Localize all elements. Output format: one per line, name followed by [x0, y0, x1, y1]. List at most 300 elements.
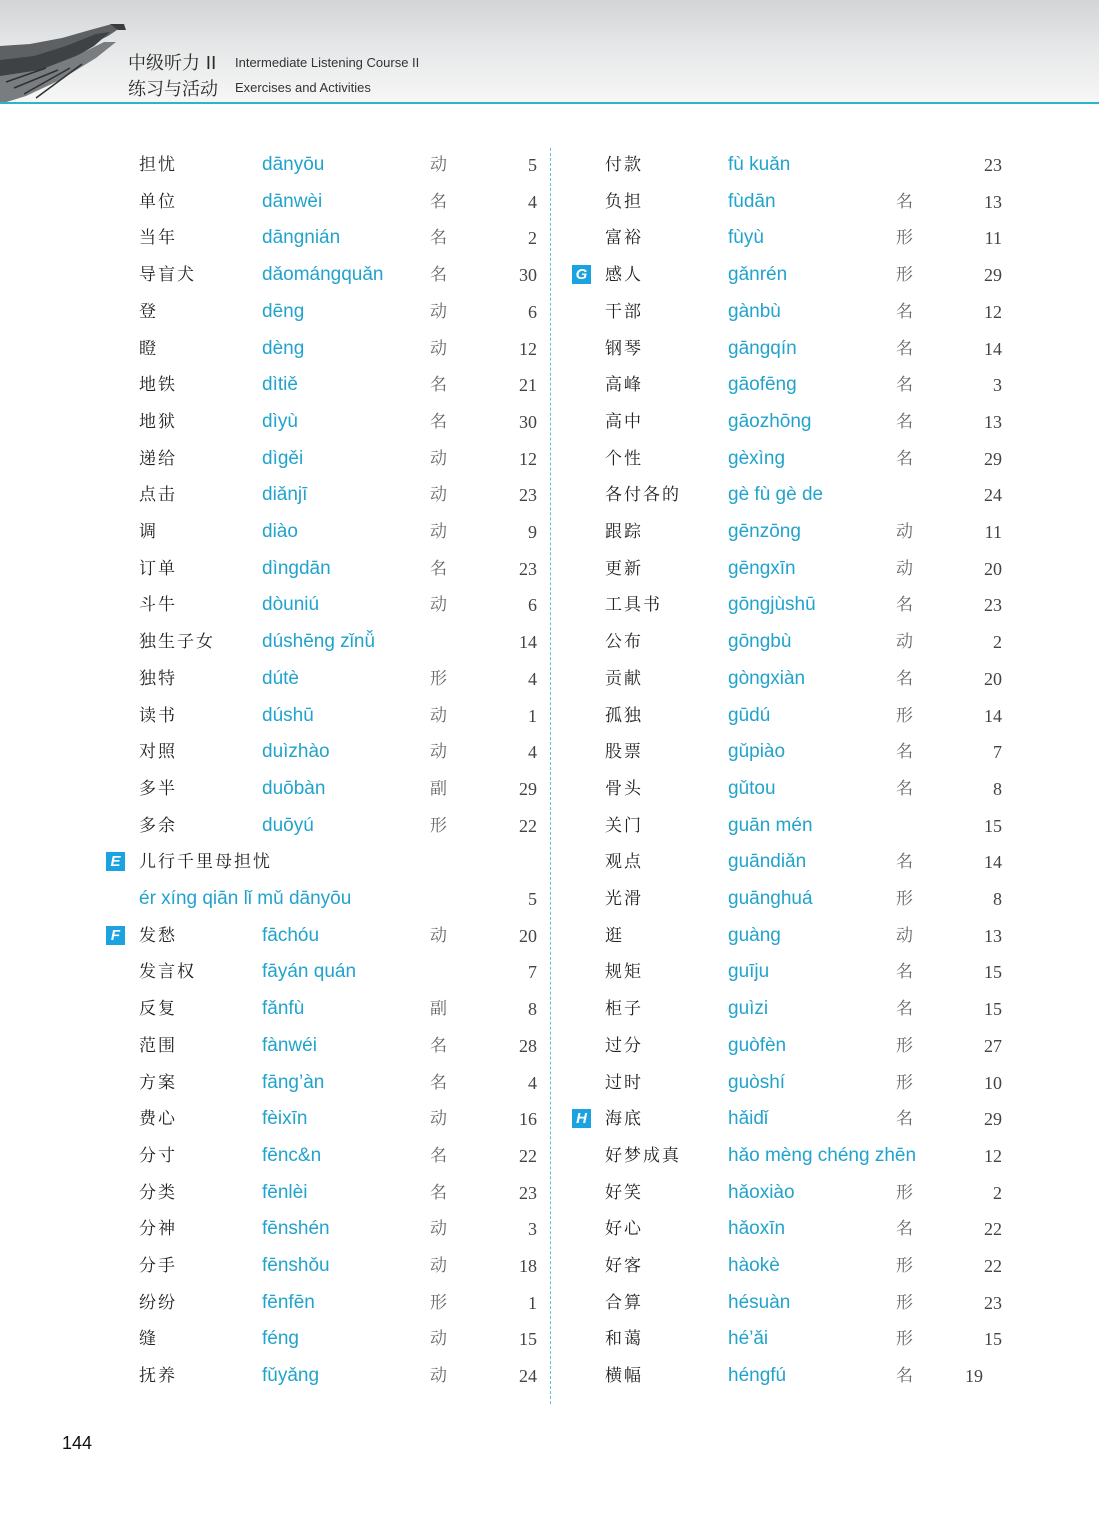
- entry-lesson-number: 13: [984, 191, 1002, 212]
- vocab-entry: [0, 844, 1099, 880]
- entry-pinyin: guìzi: [728, 998, 769, 1020]
- entry-hanzi: 股票: [605, 742, 643, 763]
- entry-pinyin: fāchóu: [262, 924, 320, 946]
- entry-lesson-number: 23: [519, 558, 537, 579]
- entry-part-of-speech: 形: [896, 228, 913, 249]
- entry-lesson-number: 28: [519, 1035, 537, 1056]
- entry-part-of-speech: 动: [430, 595, 447, 616]
- entry-pinyin: fèixīn: [262, 1108, 308, 1130]
- entry-hanzi: 分寸: [139, 1145, 177, 1166]
- page-header: [0, 0, 1099, 104]
- entry-pinyin: gǎnrén: [728, 264, 788, 286]
- entry-part-of-speech: 动: [430, 1329, 447, 1350]
- entry-hanzi: 关门: [605, 815, 643, 836]
- entry-hanzi: 导盲犬: [139, 265, 196, 286]
- entry-part-of-speech: 动: [430, 1109, 447, 1130]
- entry-lesson-number: 2: [528, 228, 537, 249]
- entry-hanzi: 钢琴: [605, 338, 643, 359]
- vocab-entry: [0, 1321, 1099, 1357]
- entry-lesson-number: 29: [984, 1109, 1002, 1130]
- entry-part-of-speech: 名: [896, 1109, 913, 1130]
- entry-part-of-speech: 动: [896, 558, 913, 579]
- entry-pinyin: gōngjùshū: [728, 594, 816, 616]
- entry-hanzi: 更新: [605, 558, 643, 579]
- entry-lesson-number: 11: [984, 522, 1002, 542]
- entry-part-of-speech: 名: [896, 338, 913, 359]
- entry-part-of-speech: 名: [896, 742, 913, 763]
- entry-lesson-number: 29: [984, 265, 1002, 286]
- page-number: 144: [62, 1433, 93, 1453]
- entry-pinyin: hǎoxiào: [728, 1181, 795, 1203]
- entry-lesson-number: 1: [528, 1292, 537, 1313]
- vocab-entry: [0, 147, 1099, 183]
- entry-hanzi: 分神: [139, 1219, 177, 1240]
- entry-pinyin: dìngdān: [262, 557, 331, 579]
- entry-lesson-number: 29: [984, 448, 1002, 469]
- entry-lesson-number: 30: [519, 411, 537, 432]
- vocab-entry: [0, 698, 1099, 734]
- vocab-entry: [0, 1248, 1099, 1284]
- entry-pinyin: fēnfēn: [262, 1291, 315, 1313]
- entry-hanzi: 高峰: [605, 375, 643, 396]
- entry-lesson-number: 15: [519, 1329, 537, 1350]
- entry-hanzi: 过时: [605, 1072, 643, 1093]
- entry-lesson-number: 22: [984, 1256, 1002, 1276]
- entry-lesson-number: 4: [528, 742, 537, 763]
- entry-part-of-speech: 动: [430, 1219, 447, 1240]
- vocab-entry: [0, 331, 1099, 367]
- entry-part-of-speech: 名: [430, 411, 447, 432]
- entry-pinyin: dòuniú: [262, 594, 320, 616]
- entry-hanzi: 跟踪: [605, 522, 643, 542]
- entry-lesson-number: 5: [528, 889, 537, 909]
- entry-pinyin: dǎomángquǎn: [262, 264, 384, 286]
- entry-part-of-speech: 形: [896, 1292, 913, 1313]
- section-letter-badge: E: [106, 852, 125, 871]
- entry-part-of-speech: 动: [430, 742, 447, 763]
- entry-part-of-speech: 动: [430, 522, 447, 542]
- entry-hanzi: 读书: [139, 705, 177, 726]
- entry-lesson-number: 2: [993, 1182, 1002, 1203]
- entry-lesson-number: 12: [984, 301, 1002, 322]
- entry-part-of-speech: 动: [430, 925, 447, 946]
- entry-lesson-number: 6: [528, 301, 537, 322]
- entry-hanzi: 多半: [139, 778, 177, 799]
- header-subtitle-cn: 练习与活动: [128, 79, 218, 100]
- entry-pinyin: gāofēng: [728, 374, 797, 396]
- entry-hanzi: 规矩: [605, 962, 643, 983]
- entry-part-of-speech: 名: [896, 411, 913, 432]
- entry-hanzi: 海底: [605, 1109, 643, 1130]
- entry-hanzi: 登: [139, 301, 158, 322]
- entry-hanzi: 费心: [139, 1109, 177, 1130]
- temple-roof-illustration: [0, 24, 130, 104]
- entry-hanzi: 范围: [139, 1035, 177, 1056]
- entry-lesson-number: 8: [993, 889, 1002, 909]
- entry-lesson-number: 20: [984, 668, 1002, 689]
- entry-hanzi: 纷纷: [139, 1292, 177, 1313]
- entry-lesson-number: 15: [984, 815, 1002, 836]
- entry-lesson-number: 7: [993, 742, 1002, 763]
- header-rule: [0, 102, 1099, 104]
- entry-lesson-number: 14: [519, 632, 537, 653]
- vocab-entry: [0, 477, 1099, 513]
- entry-pinyin: duìzhào: [262, 741, 330, 763]
- entry-pinyin: hésuàn: [728, 1291, 791, 1313]
- entry-part-of-speech: 形: [896, 265, 913, 286]
- vocab-entry: [0, 1175, 1099, 1211]
- entry-hanzi: 公布: [605, 632, 643, 653]
- entry-lesson-number: 11: [984, 228, 1002, 249]
- vocab-entry: [0, 624, 1099, 660]
- entry-part-of-speech: 动: [430, 1256, 447, 1276]
- entry-lesson-number: 4: [528, 191, 537, 212]
- entry-pinyin: gūdú: [728, 704, 771, 726]
- entry-hanzi: 儿行千里母担忧: [139, 852, 272, 873]
- entry-lesson-number: 20: [519, 925, 537, 946]
- entry-hanzi: 高中: [605, 411, 643, 432]
- entry-pinyin: dìgěi: [262, 447, 304, 469]
- entry-part-of-speech: 动: [896, 632, 913, 653]
- entry-pinyin: gāozhōng: [728, 410, 812, 432]
- vocab-entry: [0, 404, 1099, 440]
- entry-lesson-number: 4: [528, 668, 537, 689]
- entry-part-of-speech: 名: [896, 962, 913, 983]
- entry-part-of-speech: 形: [896, 889, 913, 909]
- entry-part-of-speech: 名: [430, 375, 447, 396]
- vocab-entry: [0, 881, 1099, 917]
- entry-part-of-speech: 动: [430, 485, 447, 506]
- entry-pinyin: fēnlèi: [262, 1181, 308, 1203]
- entry-hanzi: 瞪: [139, 338, 158, 359]
- entry-part-of-speech: 形: [896, 1329, 913, 1350]
- entry-pinyin: gòngxiàn: [728, 667, 806, 689]
- entry-part-of-speech: 名: [896, 375, 913, 396]
- entry-hanzi: 柜子: [605, 999, 643, 1020]
- entry-hanzi: 贡献: [605, 668, 643, 689]
- vocab-entry: [0, 551, 1099, 587]
- entry-pinyin: guīju: [728, 961, 770, 983]
- entry-lesson-number: 21: [519, 375, 537, 396]
- entry-lesson-number: 23: [984, 595, 1002, 616]
- entry-lesson-number: 12: [519, 338, 537, 359]
- entry-lesson-number: 14: [984, 852, 1002, 873]
- entry-pinyin: dāngnián: [262, 227, 341, 249]
- entry-hanzi: 孤独: [605, 705, 643, 726]
- entry-pinyin: gǔpiào: [728, 741, 786, 763]
- entry-pinyin: duōbàn: [262, 777, 326, 799]
- entry-lesson-number: 27: [984, 1035, 1002, 1056]
- entry-lesson-number: 12: [519, 448, 537, 469]
- entry-lesson-number: 15: [984, 962, 1002, 983]
- entry-hanzi: 对照: [139, 742, 177, 763]
- entry-part-of-speech: 名: [430, 191, 447, 212]
- entry-hanzi: 反复: [139, 999, 177, 1020]
- entry-lesson-number: 12: [984, 1145, 1002, 1166]
- vocab-entry: [0, 1211, 1099, 1247]
- entry-part-of-speech: 动: [430, 705, 447, 726]
- entry-lesson-number: 10: [984, 1072, 1002, 1093]
- entry-lesson-number: 3: [993, 375, 1002, 396]
- entry-pinyin: dēng: [262, 300, 305, 322]
- entry-hanzi: 工具书: [605, 595, 662, 616]
- entry-pinyin: guāndiǎn: [728, 851, 807, 873]
- entry-pinyin: fēnc&n: [262, 1144, 322, 1166]
- entry-hanzi: 合算: [605, 1292, 643, 1313]
- entry-part-of-speech: 名: [896, 852, 913, 873]
- entry-pinyin: fǔyǎng: [262, 1365, 320, 1387]
- entry-hanzi: 地铁: [139, 375, 177, 396]
- vocab-entry: [0, 441, 1099, 477]
- entry-pinyin: dúshēng zǐnǚ: [262, 631, 376, 653]
- entry-part-of-speech: 名: [896, 778, 913, 799]
- entry-lesson-number: 13: [984, 925, 1002, 946]
- entry-pinyin: dútè: [262, 667, 299, 689]
- entry-lesson-number: 6: [528, 595, 537, 616]
- section-letter-badge: G: [572, 265, 591, 284]
- entry-pinyin: fǎnfù: [262, 998, 305, 1020]
- entry-lesson-number: 22: [519, 815, 537, 836]
- vocab-entry: [0, 220, 1099, 256]
- entry-pinyin: gōngbù: [728, 631, 792, 653]
- entry-part-of-speech: 动: [430, 1366, 447, 1387]
- vocab-entry: [0, 294, 1099, 330]
- entry-part-of-speech: 名: [896, 1366, 913, 1387]
- entry-part-of-speech: 名: [896, 595, 913, 616]
- entry-pinyin: fùyù: [728, 227, 764, 249]
- entry-pinyin: dānwèi: [262, 190, 323, 212]
- entry-pinyin: fāyán quán: [262, 961, 357, 983]
- entry-pinyin: gāngqín: [728, 337, 797, 359]
- entry-part-of-speech: 副: [430, 999, 447, 1020]
- entry-part-of-speech: 副: [430, 778, 447, 799]
- entry-lesson-number: 4: [528, 1072, 537, 1093]
- entry-pinyin: guàng: [728, 924, 781, 946]
- entry-part-of-speech: 形: [896, 1182, 913, 1203]
- entry-part-of-speech: 名: [430, 558, 447, 579]
- entry-pinyin: guòfèn: [728, 1034, 787, 1056]
- entry-lesson-number: 8: [993, 778, 1002, 799]
- entry-lesson-number: 9: [528, 522, 537, 542]
- entry-hanzi: 好客: [605, 1256, 643, 1276]
- header-title-cn: 中级听力 II: [128, 53, 217, 74]
- entry-part-of-speech: 名: [896, 668, 913, 689]
- vocab-entry: [0, 991, 1099, 1027]
- entry-hanzi: 观点: [605, 852, 643, 873]
- vocab-entry: [0, 1101, 1099, 1137]
- entry-hanzi: 单位: [139, 191, 177, 212]
- entry-pinyin: hǎo mèng chéng zhēn: [728, 1144, 917, 1166]
- entry-pinyin: diào: [262, 521, 298, 542]
- entry-lesson-number: 8: [528, 999, 537, 1020]
- entry-pinyin: hé’ǎi: [728, 1328, 769, 1350]
- vocab-entry: [0, 661, 1099, 697]
- entry-lesson-number: 19: [965, 1366, 983, 1387]
- entry-hanzi: 独生子女: [139, 632, 215, 653]
- entry-part-of-speech: 形: [896, 1072, 913, 1093]
- entry-pinyin: dúshū: [262, 704, 314, 726]
- entry-hanzi: 骨头: [605, 778, 643, 799]
- entry-pinyin: fù kuǎn: [728, 154, 791, 175]
- entry-lesson-number: 7: [528, 962, 537, 983]
- entry-part-of-speech: 形: [430, 668, 447, 689]
- header-title-en: Intermediate Listening Course II: [235, 55, 420, 70]
- entry-part-of-speech: 形: [896, 1256, 913, 1276]
- entry-hanzi: 担忧: [139, 155, 177, 175]
- entry-hanzi: 感人: [605, 265, 643, 286]
- entry-pinyin: hàokè: [728, 1255, 780, 1276]
- entry-pinyin: gēngxīn: [728, 557, 796, 579]
- entry-hanzi: 抚养: [139, 1366, 177, 1387]
- entry-part-of-speech: 动: [430, 338, 447, 359]
- entry-lesson-number: 1: [528, 705, 537, 726]
- entry-part-of-speech: 动: [430, 301, 447, 322]
- vocab-entry: [0, 1138, 1099, 1174]
- entry-pinyin: gēnzōng: [728, 521, 801, 542]
- vocab-entry: [0, 734, 1099, 770]
- entry-pinyin: dìyù: [262, 410, 298, 432]
- entry-hanzi: 斗牛: [139, 595, 177, 616]
- entry-part-of-speech: 形: [896, 705, 913, 726]
- entry-part-of-speech: 形: [430, 1292, 447, 1313]
- entry-hanzi: 光滑: [605, 889, 643, 909]
- entry-part-of-speech: 名: [896, 301, 913, 322]
- entry-pinyin: fēnshén: [262, 1218, 330, 1240]
- entry-hanzi: 调: [139, 522, 158, 542]
- header-subtitle-en: Exercises and Activities: [235, 80, 371, 95]
- entry-part-of-speech: 名: [896, 191, 913, 212]
- vocab-entry: [0, 184, 1099, 220]
- entry-hanzi: 好心: [605, 1219, 643, 1240]
- entry-lesson-number: 16: [519, 1109, 537, 1130]
- entry-part-of-speech: 名: [896, 1219, 913, 1240]
- entry-part-of-speech: 名: [430, 1072, 447, 1093]
- entry-hanzi: 订单: [139, 558, 177, 579]
- entry-lesson-number: 13: [984, 411, 1002, 432]
- entry-hanzi: 横幅: [605, 1366, 643, 1387]
- entry-lesson-number: 24: [519, 1366, 537, 1387]
- entry-hanzi: 个性: [605, 448, 643, 469]
- entry-pinyin: gèxìng: [728, 447, 786, 469]
- entry-hanzi: 独特: [139, 668, 177, 689]
- entry-part-of-speech: 名: [430, 1145, 447, 1166]
- entry-part-of-speech: 动: [430, 448, 447, 469]
- vocab-entry: [0, 771, 1099, 807]
- vocab-entry: [0, 954, 1099, 990]
- entry-lesson-number: 14: [984, 338, 1002, 359]
- entry-pinyin: héngfú: [728, 1365, 787, 1387]
- entry-part-of-speech: 形: [896, 1035, 913, 1056]
- entry-pinyin: guānghuá: [728, 888, 813, 909]
- vocab-entry: [0, 918, 1099, 954]
- entry-pinyin: dìtiě: [262, 374, 298, 396]
- entry-hanzi: 递给: [139, 448, 177, 469]
- entry-pinyin: hǎidǐ: [728, 1108, 769, 1130]
- entry-hanzi: 点击: [139, 485, 177, 506]
- entry-pinyin: dèng: [262, 337, 305, 359]
- vocab-entry: [0, 1285, 1099, 1321]
- entry-lesson-number: 14: [984, 705, 1002, 726]
- entry-hanzi: 地狱: [139, 411, 177, 432]
- entry-hanzi: 干部: [605, 301, 643, 322]
- entry-lesson-number: 23: [519, 1182, 537, 1203]
- entry-pinyin: hǎoxīn: [728, 1218, 786, 1240]
- entry-pinyin: gànbù: [728, 300, 781, 322]
- entry-hanzi: 过分: [605, 1035, 643, 1056]
- entry-hanzi: 分手: [139, 1256, 177, 1276]
- entry-pinyin: féng: [262, 1328, 299, 1350]
- vocab-entry: [0, 367, 1099, 403]
- entry-hanzi: 富裕: [605, 228, 643, 249]
- vocab-entry: [0, 1028, 1099, 1064]
- entry-pinyin: duōyú: [262, 814, 314, 836]
- entry-part-of-speech: 名: [896, 448, 913, 469]
- entry-hanzi: 缝: [139, 1329, 158, 1350]
- entry-pinyin: diǎnjī: [262, 484, 308, 506]
- entry-hanzi: 付款: [605, 155, 643, 175]
- vocab-entry: [0, 808, 1099, 844]
- entry-pinyin: ér xíng qiān lǐ mǔ dānyōu: [139, 888, 352, 909]
- entry-lesson-number: 3: [528, 1219, 537, 1240]
- entry-hanzi: 负担: [605, 191, 643, 212]
- entry-hanzi: 各付各的: [605, 485, 681, 506]
- entry-hanzi: 当年: [139, 228, 177, 249]
- entry-hanzi: 逛: [605, 925, 624, 946]
- entry-pinyin: dānyōu: [262, 154, 325, 175]
- entry-part-of-speech: 动: [896, 522, 913, 542]
- vocab-entry: [0, 1065, 1099, 1101]
- entry-part-of-speech: 动: [430, 155, 447, 175]
- entry-part-of-speech: 名: [430, 1035, 447, 1056]
- entry-part-of-speech: 形: [430, 815, 447, 836]
- entry-pinyin: guòshí: [728, 1071, 786, 1093]
- entry-hanzi: 和蔼: [605, 1329, 643, 1350]
- entry-part-of-speech: 名: [430, 1182, 447, 1203]
- entry-lesson-number: 23: [984, 1292, 1002, 1313]
- entry-hanzi: 好梦成真: [605, 1145, 681, 1166]
- entry-lesson-number: 23: [984, 155, 1002, 175]
- entry-pinyin: fànwéi: [262, 1034, 317, 1056]
- entry-part-of-speech: 名: [896, 999, 913, 1020]
- vocab-entry: [0, 1358, 1099, 1394]
- entry-hanzi: 发愁: [139, 925, 177, 946]
- vocab-entry: [0, 514, 1099, 550]
- entry-hanzi: 发言权: [139, 962, 196, 983]
- vocab-entry: [0, 257, 1099, 293]
- entry-lesson-number: 22: [984, 1219, 1002, 1240]
- entry-lesson-number: 24: [984, 485, 1002, 506]
- entry-lesson-number: 18: [519, 1256, 537, 1276]
- entry-part-of-speech: 动: [896, 925, 913, 946]
- entry-lesson-number: 15: [984, 999, 1002, 1020]
- entry-pinyin: gè fù gè de: [728, 484, 824, 506]
- entry-hanzi: 方案: [139, 1072, 177, 1093]
- entry-pinyin: fùdān: [728, 190, 776, 212]
- entry-hanzi: 多余: [139, 815, 177, 836]
- entry-hanzi: 分类: [139, 1182, 177, 1203]
- entry-lesson-number: 29: [519, 778, 537, 799]
- entry-part-of-speech: 名: [430, 228, 447, 249]
- entry-lesson-number: 23: [519, 485, 537, 506]
- entry-lesson-number: 22: [519, 1145, 537, 1166]
- entry-pinyin: fēnshǒu: [262, 1255, 330, 1276]
- entry-pinyin: gǔtou: [728, 777, 776, 799]
- entry-lesson-number: 30: [519, 265, 537, 286]
- entry-pinyin: fāng’àn: [262, 1071, 325, 1093]
- section-letter-badge: F: [106, 926, 125, 945]
- entry-lesson-number: 15: [984, 1329, 1002, 1350]
- entry-lesson-number: 20: [984, 558, 1002, 579]
